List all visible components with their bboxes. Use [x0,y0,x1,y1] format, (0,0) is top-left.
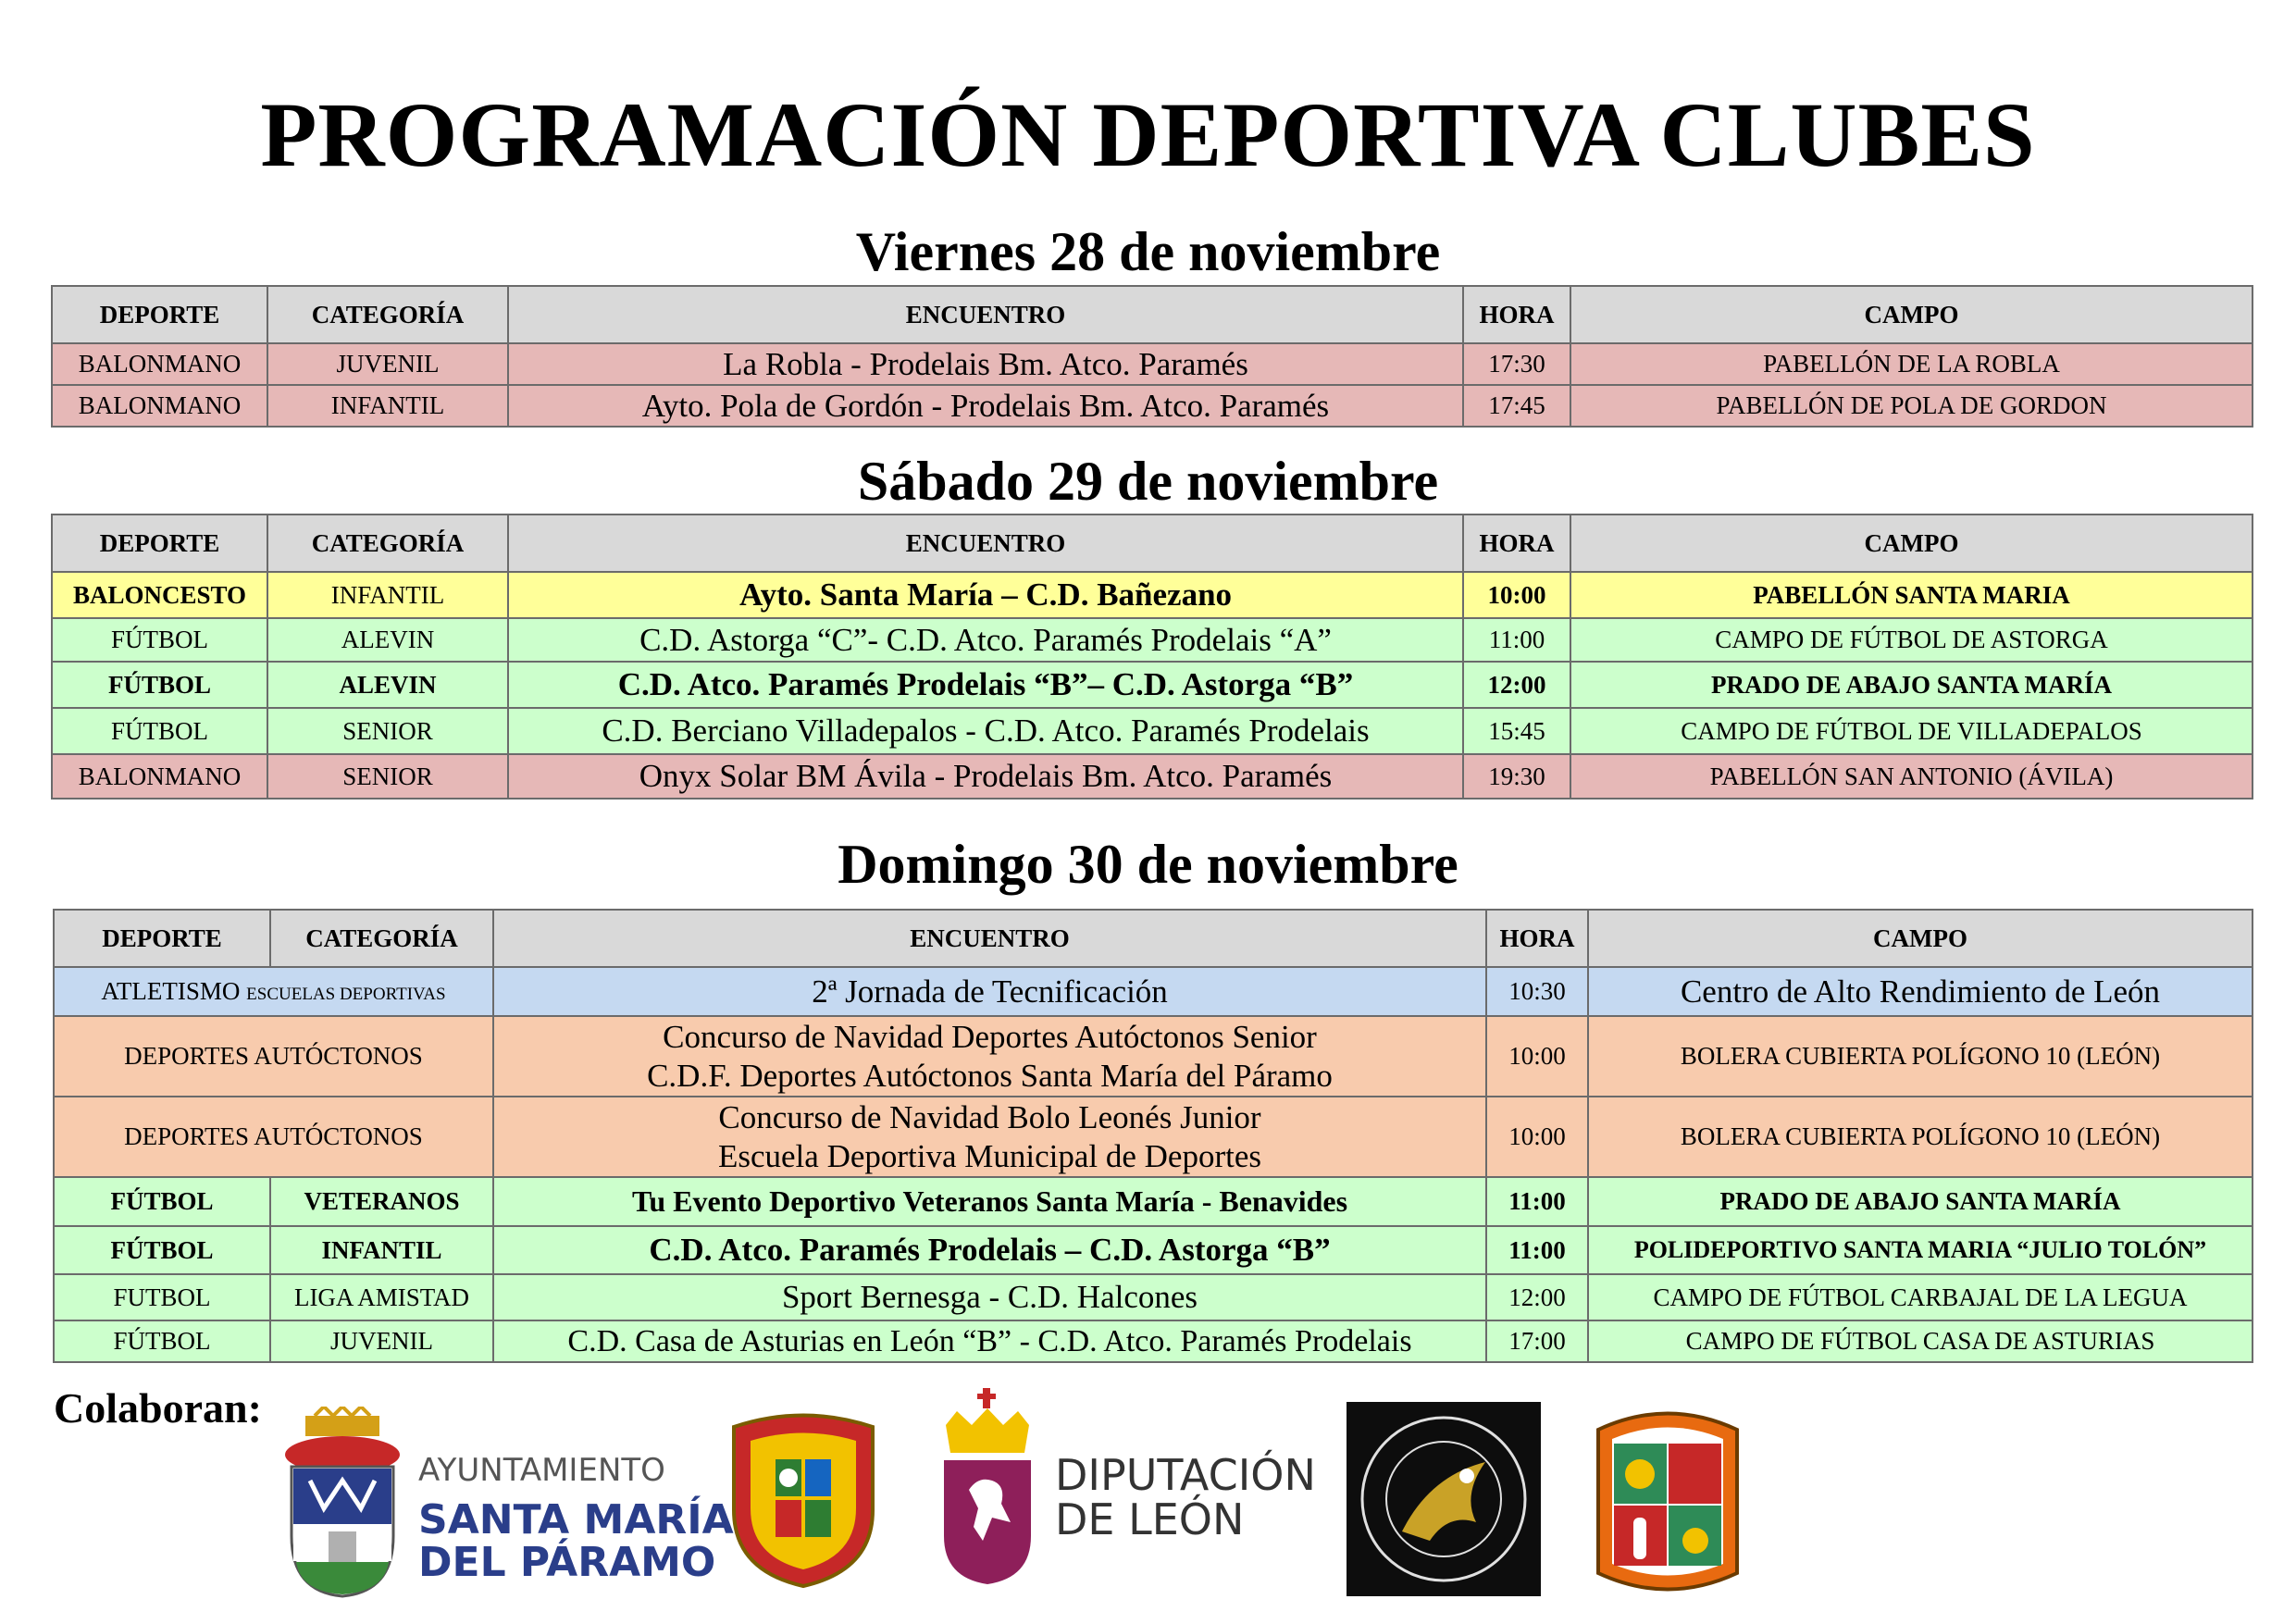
hora-cell: 12:00 [1463,662,1570,708]
encuentro-line-1: Concurso de Navidad Deportes Autóctonos Senior [663,1018,1317,1055]
categoria-cell: SENIOR [267,708,508,754]
colaboran-label: Colaboran: [54,1384,262,1432]
table-row [52,618,2253,662]
deporte-cell: FUTBOL [54,1274,270,1320]
encuentro-line-1: Concurso de Navidad Bolo Leonés Junior [718,1098,1261,1135]
schedule-table-saturday [51,514,2253,800]
hora-cell: 17:30 [1463,343,1570,385]
categoria-cell: SENIOR [267,754,508,799]
deporte-cell: FÚTBOL [54,1320,270,1362]
ayuntamiento-crest-icon [278,1407,407,1601]
campo-cell: Centro de Alto Rendimiento de León [1588,967,2253,1016]
page-title: PROGRAMACIÓN DEPORTIVA CLUBES [260,83,2036,186]
encuentro-cell: 2ª Jornada de Tecnificación [493,967,1486,1016]
diputacion-line-1: DIPUTACIÓN [1055,1450,1316,1500]
categoria-cell: JUVENIL [270,1320,493,1362]
header-encuentro: ENCUENTRO [508,514,1463,572]
campo-cell: CAMPO DE FÚTBOL DE VILLADEPALOS [1570,708,2253,754]
deporte-cell: FÚTBOL [54,1226,270,1274]
table-row [54,1097,2253,1177]
diputacion-logo-text [1055,1450,1316,1545]
encuentro-line-2: Escuela Deportiva Municipal de Deportes [717,1137,1262,1174]
diputacion-crest-icon [937,1388,1038,1587]
deporte-cell: BALONMANO [52,385,267,427]
table-row [52,385,2253,427]
table-row [54,967,2253,1016]
table-header-row [52,286,2253,343]
encuentro-cell: Sport Bernesga - C.D. Halcones [493,1274,1486,1320]
hora-cell: 10:00 [1486,1016,1588,1097]
ayuntamiento-logo-text [418,1452,734,1586]
header-hora: HORA [1463,286,1570,343]
table-row [54,1226,2253,1274]
deporte-cell: BALONMANO [52,754,267,799]
table-header-row [52,514,2253,572]
campo-cell: CAMPO DE FÚTBOL DE ASTORGA [1570,618,2253,662]
encuentro-cell: La Robla - Prodelais Bm. Atco. Paramés [508,343,1463,385]
header-categoria: CATEGORÍA [267,286,508,343]
campo-cell: BOLERA CUBIERTA POLÍGONO 10 (LEÓN) [1588,1097,2253,1177]
header-categoria: CATEGORÍA [267,514,508,572]
table-row [54,1177,2253,1226]
header-encuentro: ENCUENTRO [493,910,1486,967]
table-row [54,1016,2253,1097]
schedule-table-sunday [53,909,2253,1363]
categoria-cell: ALEVIN [267,618,508,662]
schedule-table-friday [51,285,2253,428]
day-heading-friday: Viernes 28 de noviembre [855,221,1441,282]
hora-cell: 10:00 [1486,1097,1588,1177]
ayuntamiento-line-3: DEL PÁRAMO [418,1538,716,1586]
categoria-cell: VETERANOS [270,1177,493,1226]
club-deportivo-atletico-parames-crest-icon [725,1408,882,1589]
day-heading-saturday: Sábado 29 de noviembre [857,451,1439,512]
campo-cell: PRADO DE ABAJO SANTA MARÍA [1570,662,2253,708]
campo-cell: PABELLÓN SAN ANTONIO (ÁVILA) [1570,754,2253,799]
encuentro-cell: Onyx Solar BM Ávila - Prodelais Bm. Atco. Paramés [508,754,1463,799]
table-row [52,708,2253,754]
header-hora: HORA [1463,514,1570,572]
categoria-cell: JUVENIL [267,343,508,385]
hora-cell: 12:00 [1486,1274,1588,1320]
hora-cell: 10:00 [1463,572,1570,618]
header-hora: HORA [1486,910,1588,967]
table-row [52,754,2253,799]
encuentro-cell: C.D. Berciano Villadepalos - C.D. Atco. Paramés Prodelais [508,708,1463,754]
deporte-cell: DEPORTES AUTÓCTONOS [54,1097,493,1177]
hora-cell: 11:00 [1486,1226,1588,1274]
diputacion-line-2: DE LEÓN [1055,1494,1245,1545]
table-row [52,662,2253,708]
header-campo: CAMPO [1570,286,2253,343]
encuentro-cell [493,1097,1486,1177]
header-campo: CAMPO [1570,514,2253,572]
campo-cell: BOLERA CUBIERTA POLÍGONO 10 (LEÓN) [1588,1016,2253,1097]
table-row [54,1274,2253,1320]
deporte-cell: BALONCESTO [52,572,267,618]
encuentro-line-2: C.D.F. Deportes Autóctonos Santa María del Páramo [647,1057,1333,1094]
table-row [52,572,2253,618]
deporte-label: ATLETISMO [101,977,241,1005]
encuentro-cell: C.D. Astorga “C”- C.D. Atco. Paramés Prodelais “A” [508,618,1463,662]
ayuntamiento-line-2: SANTA MARÍA [418,1495,734,1543]
categoria-cell: ALEVIN [267,662,508,708]
deporte-cell: FÚTBOL [52,708,267,754]
deporte-cell: FÚTBOL [52,662,267,708]
table-header-row [54,910,2253,967]
campo-cell: CAMPO DE FÚTBOL CASA DE ASTURIAS [1588,1320,2253,1362]
encuentro-cell: Tu Evento Deportivo Veteranos Santa María - Benavides [493,1177,1486,1226]
hora-cell: 17:45 [1463,385,1570,427]
encuentro-cell: Ayto. Santa María – C.D. Bañezano [508,572,1463,618]
encuentro-cell: C.D. Atco. Paramés Prodelais “B”– C.D. Astorga “B” [508,662,1463,708]
header-deporte: DEPORTE [52,514,267,572]
deporte-cell: FÚTBOL [52,618,267,662]
campo-cell: POLIDEPORTIVO SANTA MARIA “JULIO TOLÓN” [1588,1226,2253,1274]
deporte-cell: BALONMANO [52,343,267,385]
campo-cell: PABELLÓN DE LA ROBLA [1570,343,2253,385]
campo-cell: PABELLÓN SANTA MARIA [1570,572,2253,618]
hora-cell: 11:00 [1486,1177,1588,1226]
encuentro-cell [493,1016,1486,1097]
deporte-cell [54,967,493,1016]
categoria-cell: INFANTIL [267,572,508,618]
campo-cell: PRADO DE ABAJO SANTA MARÍA [1588,1177,2253,1226]
deporte-cell: FÚTBOL [54,1177,270,1226]
header-categoria: CATEGORÍA [270,910,493,967]
cd-halcones-badge-icon [1347,1402,1541,1596]
hora-cell: 19:30 [1463,754,1570,799]
campo-cell: CAMPO DE FÚTBOL CARBAJAL DE LA LEGUA [1588,1274,2253,1320]
header-encuentro: ENCUENTRO [508,286,1463,343]
deportes-autoctonos-crest-icon [1594,1402,1742,1601]
deporte-cell: DEPORTES AUTÓCTONOS [54,1016,493,1097]
table-row [54,1320,2253,1362]
header-campo: CAMPO [1588,910,2253,967]
deporte-sub-label: ESCUELAS DEPORTIVAS [246,985,446,1004]
day-heading-sunday: Domingo 30 de noviembre [838,834,1458,895]
encuentro-cell: Ayto. Pola de Gordón - Prodelais Bm. Atco. Paramés [508,385,1463,427]
encuentro-cell: C.D. Atco. Paramés Prodelais – C.D. Astorga “B” [493,1226,1486,1274]
hora-cell: 15:45 [1463,708,1570,754]
hora-cell: 17:00 [1486,1320,1588,1362]
categoria-cell: LIGA AMISTAD [270,1274,493,1320]
categoria-cell: INFANTIL [267,385,508,427]
hora-cell: 11:00 [1463,618,1570,662]
hora-cell: 10:30 [1486,967,1588,1016]
table-row [52,343,2253,385]
header-deporte: DEPORTE [52,286,267,343]
encuentro-cell: C.D. Casa de Asturias en León “B” - C.D. Atco. Paramés Prodelais [493,1320,1486,1362]
categoria-cell: INFANTIL [270,1226,493,1274]
header-deporte: DEPORTE [54,910,270,967]
campo-cell: PABELLÓN DE POLA DE GORDON [1570,385,2253,427]
ayuntamiento-line-1: AYUNTAMIENTO [418,1452,665,1489]
